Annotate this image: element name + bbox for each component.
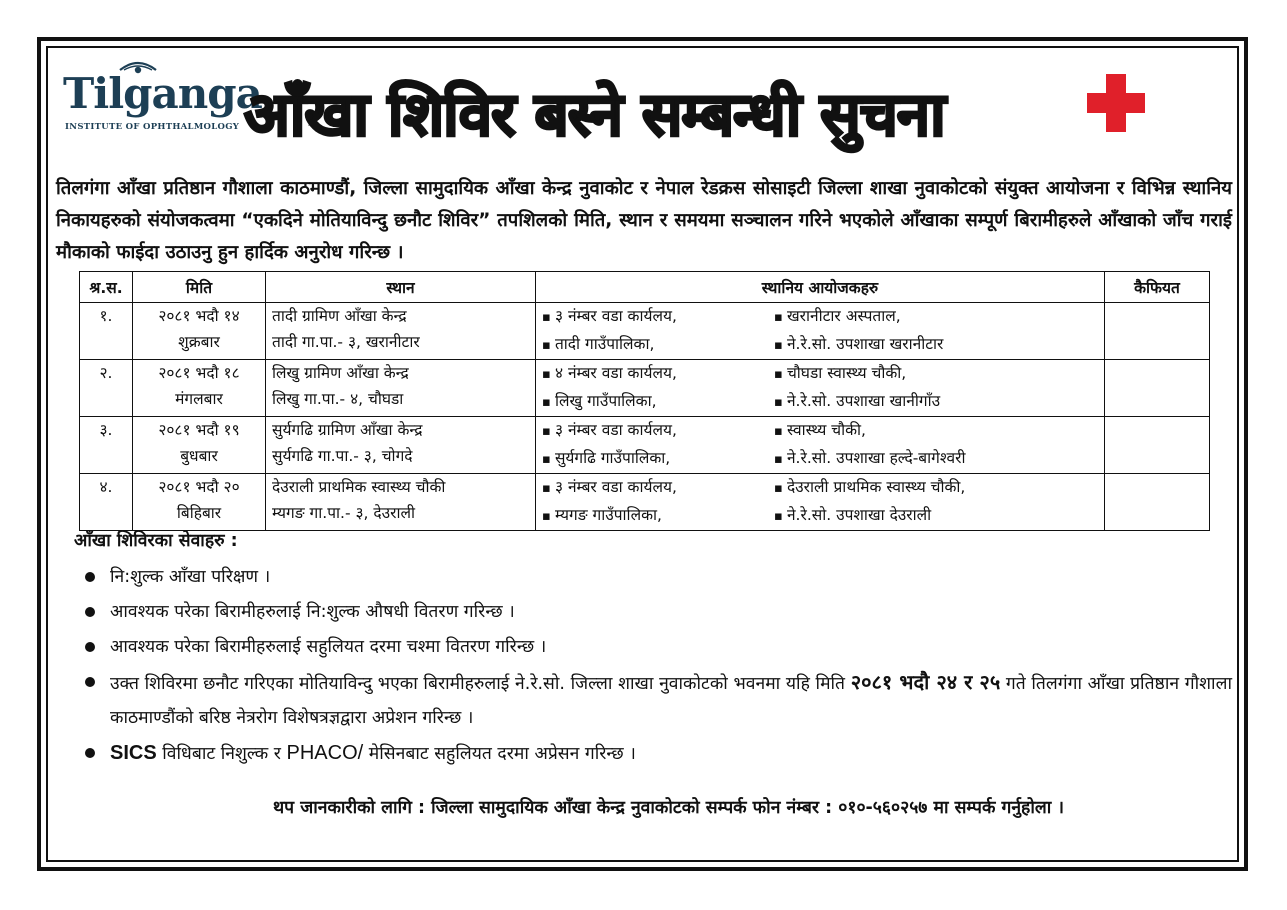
cell-date: [133, 474, 266, 531]
service-text: विधिबाट निशुल्क र: [162, 744, 281, 764]
organizer-item: ▪ ने.रे.सो. उपशाखा देउराली: [774, 502, 1074, 530]
schedule-table: [79, 271, 1210, 531]
day-text: बिहिबार: [176, 504, 222, 522]
table-row: [80, 360, 1210, 417]
service-text: आवश्यक परेका बिरामीहरुलाई नि:शुल्क औषधी वितरण गरिन्छ ।: [110, 602, 515, 622]
header-date: मिति: [133, 272, 266, 303]
date-text: २०८१ भदौ १९: [158, 421, 240, 439]
list-item: [82, 560, 1232, 594]
surgery-dates: २०८१ भदौ २४ र २५: [850, 670, 1001, 694]
date-text: २०८१ भदौ १४: [158, 307, 240, 325]
service-text: गते तिलगंगा आँखा प्रतिष्ठान गौशाला काठमाण्डौंको बरिष्ठ नेत्ररोग विशेषत्रज्ञद्वारा अप्रेशन गरिन्छ ।: [110, 674, 1232, 728]
table-row: [80, 303, 1210, 360]
logo-name: Tilganga: [63, 69, 262, 118]
organizer-item: ▪ ने.रे.सो. उपशाखा खानीगाँउ: [774, 388, 1074, 416]
organizer-item: ▪ ३ नंम्बर वडा कार्यलय,: [542, 303, 774, 331]
service-text: उक्त शिविरमा छनौट गरिएका मोतियाविन्दु भएका बिरामीहरुलाई ने.रे.सो. जिल्ला शाखा नुवाकोटको भवनमा यहि मिति: [110, 674, 846, 694]
cell-date: [133, 303, 266, 360]
table-row: [80, 417, 1210, 474]
day-text: शुक्रबार: [178, 333, 220, 351]
cell-organizers: [536, 303, 1105, 360]
organizer-item: ▪ ४ नंम्बर वडा कार्यलय,: [542, 360, 774, 388]
place-name: सुर्यगढि ग्रामिण आँखा केन्द्र: [272, 421, 423, 439]
intro-paragraph: तिलगंगा आँखा प्रतिष्ठान गौशाला काठमाण्डौं, जिल्ला सामुदायिक आँखा केन्द्र नुवाकोट र नेपाल रेडक्रस सोसाइटी जिल्ला शाखा नुवाकोटको संयुक्त आयोजना र विभिन्न स्थानिय निकायहरुको संयोजकत्वमा “एकदिने मोतियाविन्दु छनौट शिविर” तपशिलको मिति, स्थान र समयमा सञ्चालन गरिने भएकोले आँखाका सम्पूर्ण बिरामीहरुले आँखाको जाँच गराई मौकाको फाईदा उठाउनु हुन हार्दिक अनुरोध गरिन्छ ।: [56, 178, 1232, 263]
organizer-item: ▪ ने.रे.सो. उपशाखा खरानीटार: [774, 331, 1074, 359]
cell-remarks: [1105, 303, 1210, 360]
place-name: तादी ग्रामिण आँखा केन्द्र: [272, 307, 407, 325]
place-address: लिखु गा.पा.- ४, चौघडा: [272, 390, 404, 408]
organizer-item: ▪ ३ नंम्बर वडा कार्यलय,: [542, 417, 774, 445]
place-name: लिखु ग्रामिण आँखा केन्द्र: [272, 364, 409, 382]
day-text: बुधबार: [180, 447, 218, 465]
header-place: स्थान: [266, 272, 536, 303]
cell-remarks: [1105, 474, 1210, 531]
organizer-item: ▪ म्यगङ गाउँपालिका,: [542, 502, 774, 530]
table-row: [80, 474, 1210, 531]
cell-place: [266, 474, 536, 531]
list-item: [82, 595, 1232, 629]
organizer-item: ▪ देउराली प्राथमिक स्वास्थ्य चौकी,: [774, 474, 1074, 502]
place-address: म्यगङ गा.पा.- ३, देउराली: [272, 504, 416, 522]
organizer-item: ▪ लिखु गाउँपालिका,: [542, 388, 774, 416]
day-text: मंगलबार: [175, 390, 223, 408]
organizer-item: ▪ सुर्यगढि गाउँपालिका,: [542, 445, 774, 473]
cell-place: [266, 360, 536, 417]
date-text: २०८१ भदौ २०: [158, 478, 240, 496]
header-sn: श्र.स.: [80, 272, 133, 303]
cell-organizers: [536, 417, 1105, 474]
header-organizers: स्थानिय आयोजकहरु: [536, 272, 1105, 303]
organizer-item: ▪ तादी गाउँपालिका,: [542, 331, 774, 359]
table-header-row: [80, 272, 1210, 303]
cell-remarks: [1105, 360, 1210, 417]
services-title: आँखा शिविरका सेवाहरु :: [74, 531, 238, 551]
organizer-item: ▪ स्वास्थ्य चौकी,: [774, 417, 1074, 445]
date-text: २०८१ भदौ १८: [158, 364, 240, 382]
header-remarks: कैफियत: [1105, 272, 1210, 303]
cell-sn: ३.: [80, 417, 133, 474]
service-text: मेसिनबाट सहुलियत दरमा अप्रेसन गरिन्छ ।: [368, 744, 636, 764]
cell-sn: ४.: [80, 474, 133, 531]
logo-subtitle: INSTITUTE OF OPHTHALMOLOGY: [65, 122, 240, 132]
organizer-item: ▪ ३ नंम्बर वडा कार्यलय,: [542, 474, 774, 502]
organizer-item: ▪ ने.रे.सो. उपशाखा हल्दे-बागेश्वरी: [774, 445, 1074, 473]
service-text: नि:शुल्क आँखा परिक्षण ।: [110, 567, 271, 587]
cell-organizers: [536, 474, 1105, 531]
cell-sn: २.: [80, 360, 133, 417]
place-address: सुर्यगढि गा.पा.- ३, चोगदे: [272, 447, 413, 465]
place-name: देउराली प्राथमिक स्वास्थ्य चौकी: [272, 478, 446, 496]
cell-place: [266, 417, 536, 474]
contact-line: थप जानकारीको लागि : जिल्ला सामुदायिक आँखा केन्द्र नुवाकोटको सम्पर्क फोन नंम्बर : ०१०-५६०२५७ मा सम्पर्क गर्नुहोला ।: [273, 798, 1064, 818]
service-text: आवश्यक परेका बिरामीहरुलाई सहुलियत दरमा चश्मा वितरण गरिन्छ ।: [110, 637, 547, 657]
cell-organizers: [536, 360, 1105, 417]
services-list: [82, 560, 1232, 772]
organizer-item: ▪ चौघडा स्वास्थ्य चौकी,: [774, 360, 1074, 388]
page-title: आँखा शिविर बस्ने सम्बन्धी सुचना: [244, 80, 945, 150]
cell-remarks: [1105, 417, 1210, 474]
place-address: तादी गा.पा.- ३, खरानीटार: [272, 333, 420, 351]
sics-label: SICS: [110, 742, 157, 764]
phaco-label: PHACO/: [286, 742, 364, 764]
list-item: [82, 665, 1232, 735]
cell-date: [133, 417, 266, 474]
list-item: [82, 736, 1232, 771]
cell-sn: १.: [80, 303, 133, 360]
red-cross-icon: [1087, 74, 1145, 132]
list-item: [82, 630, 1232, 664]
cell-place: [266, 303, 536, 360]
cell-date: [133, 360, 266, 417]
organizer-item: ▪ खरानीटार अस्पताल,: [774, 303, 1074, 331]
